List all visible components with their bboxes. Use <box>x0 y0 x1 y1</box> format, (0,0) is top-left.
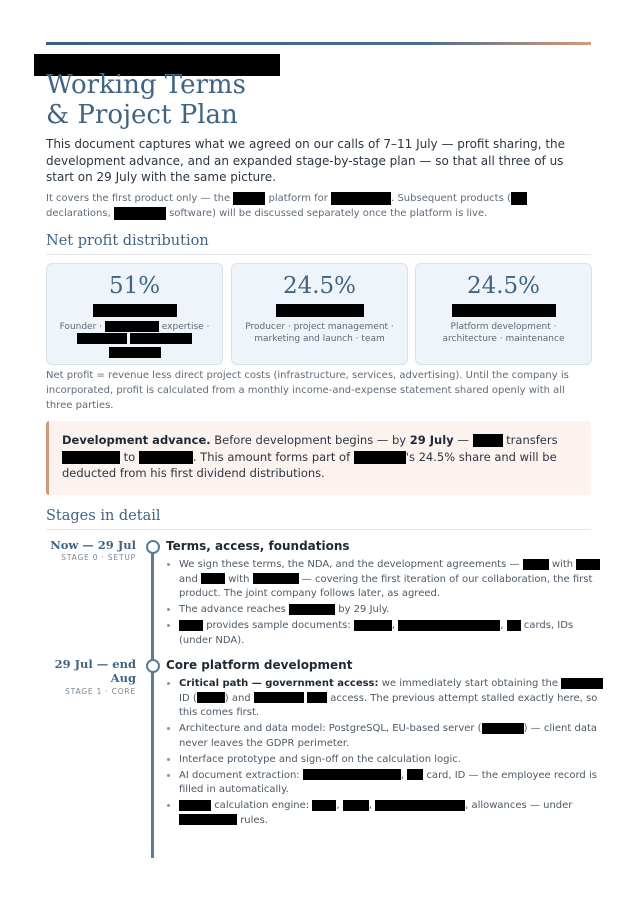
section-heading-distribution: Net profit distribution <box>46 233 209 249</box>
redaction-bar <box>62 451 120 464</box>
stage-1-tag: STAGE 1 · CORE <box>65 687 136 696</box>
stage-1-date-line: 29 Jul — end <box>54 657 136 671</box>
callout-text: Before development begins — by <box>214 433 407 447</box>
redaction-bar <box>507 620 521 631</box>
item-text: rules. <box>240 814 268 826</box>
scope-text: declarations, <box>46 208 111 219</box>
redaction-bar <box>312 800 336 811</box>
redaction-bar <box>511 192 527 205</box>
item-bold-text: Critical path — government access: <box>179 678 379 689</box>
share-description-text: marketing and launch · team <box>254 334 385 344</box>
item-text: provides sample documents: <box>206 620 351 631</box>
profit-card-producer <box>231 263 408 365</box>
share-percentage: 51% <box>108 273 161 299</box>
item-text: with <box>551 559 574 570</box>
item-text: , <box>368 800 372 811</box>
scope-text: software) will be discussed separately once the platform is live. <box>169 208 488 219</box>
share-percentage: 24.5% <box>466 273 541 299</box>
callout-text: 's 24.5% share and will be deducted from his first dividend distributions. <box>62 449 557 480</box>
scope-paragraph <box>46 191 594 221</box>
profit-card-founder <box>46 263 223 365</box>
list-item: • Interface prototype and sign-off on the calculation logic. <box>179 753 604 768</box>
share-description-text: architecture · maintenance <box>442 334 565 344</box>
redaction-bar <box>303 769 401 780</box>
redaction-bar <box>197 692 225 703</box>
redaction-bar <box>276 304 364 317</box>
timeline-line <box>151 546 154 858</box>
item-text: , <box>500 620 504 631</box>
profit-card-developer <box>415 263 592 365</box>
item-text: we immediately start obtaining the <box>381 678 558 689</box>
redaction-bar <box>109 347 161 358</box>
redaction-bar <box>233 192 265 205</box>
redaction-bar <box>307 692 327 703</box>
document-title <box>46 70 246 130</box>
stage-0-list <box>166 558 604 650</box>
item-text: , <box>400 769 405 781</box>
redaction-bar <box>179 620 203 631</box>
redaction-bar <box>77 333 127 344</box>
redaction-bar <box>523 559 549 570</box>
redaction-bar <box>201 573 225 584</box>
item-text: ID ( <box>179 692 197 704</box>
share-description <box>424 321 583 345</box>
callout-text: — <box>457 433 469 447</box>
share-description-text: Producer · project management · <box>245 322 394 332</box>
item-text: , <box>391 620 396 631</box>
redaction-bar <box>114 207 166 220</box>
section-divider <box>46 254 591 255</box>
redaction-bar <box>354 620 392 631</box>
redaction-bar <box>253 573 299 584</box>
scope-text: . Subsequent products ( <box>391 193 511 204</box>
stage-0-title: Terms, access, foundations <box>166 539 350 553</box>
item-text: AI document extraction: <box>179 769 300 781</box>
section-heading-stages: Stages in detail <box>46 508 161 524</box>
scope-text: platform for <box>268 193 328 204</box>
redaction-bar <box>343 800 369 811</box>
redaction-bar <box>398 620 500 631</box>
stage-0-tag: STAGE 0 · SETUP <box>61 553 136 562</box>
redaction-bar <box>93 304 177 317</box>
redaction-bar <box>452 304 556 317</box>
redaction-bar <box>331 192 391 205</box>
item-text: Architecture and data model: PostgreSQL, EU-based server ( <box>179 723 482 734</box>
share-description-text: expertise · <box>161 322 210 332</box>
list-item <box>179 677 604 721</box>
share-description-text: Platform development · <box>450 322 557 332</box>
redaction-bar <box>179 814 237 825</box>
item-text: ) — client data never leaves the GDPR perimeter. <box>179 723 598 749</box>
redaction-bar <box>254 692 304 703</box>
share-description <box>55 321 214 358</box>
section-divider <box>46 529 591 530</box>
list-item <box>179 603 604 618</box>
share-description <box>240 321 399 345</box>
redaction-bar <box>407 769 423 780</box>
lead-paragraph: This document captures what we agreed on our calls of 7–11 July — profit sharing, the development advance, and an expanded stage-by-stage plan — so that all three of us start on 29 July with the same picture. <box>46 137 566 184</box>
title-line-2: & Project Plan <box>46 100 238 130</box>
advance-callout <box>46 421 591 495</box>
item-text: The advance reaches <box>179 604 286 615</box>
scope-text: It covers the first product only — the <box>46 193 231 204</box>
item-text: with <box>228 573 250 585</box>
stage-1-title: Core platform development <box>166 658 353 672</box>
redaction-bar <box>179 800 211 811</box>
list-item <box>179 619 604 648</box>
callout-text: to <box>123 449 136 464</box>
list-item <box>179 799 604 828</box>
stage-1-date-line: Aug <box>110 671 136 685</box>
item-text: card, ID — the employee record is filled in automatically. <box>179 769 597 795</box>
redaction-bar <box>139 451 193 464</box>
list-item <box>179 558 604 602</box>
timeline-node <box>146 659 160 673</box>
redaction-bar <box>576 559 600 570</box>
callout-label: Development advance. <box>62 433 211 447</box>
title-line-1: Working Terms <box>46 70 246 100</box>
timeline-node <box>146 540 160 554</box>
share-percentage: 24.5% <box>282 273 357 299</box>
redaction-bar <box>105 321 159 332</box>
callout-date: 29 July <box>409 433 454 447</box>
list-item <box>179 769 604 798</box>
item-text: , allowances — under <box>465 800 573 811</box>
item-text: , <box>336 800 340 811</box>
item-text: We sign these terms, the NDA, and the development agreements — <box>179 559 520 570</box>
item-text: access. The previous attempt stalled exactly here, so this comes first. <box>179 692 598 718</box>
redaction-bar <box>482 723 524 734</box>
item-text: calculation engine: <box>214 800 310 811</box>
list-item <box>179 722 604 751</box>
top-accent-rule <box>46 42 591 45</box>
redaction-bar <box>375 800 465 811</box>
stage-1-list <box>166 677 604 830</box>
item-text: and <box>179 573 198 585</box>
redaction-bar <box>354 451 406 464</box>
redaction-bar <box>561 678 603 689</box>
stage-0-date: Now — 29 Jul <box>50 538 136 552</box>
item-text: ) and <box>224 692 251 704</box>
item-text: by 29 July. <box>338 604 390 615</box>
redaction-bar <box>289 604 335 615</box>
share-description-text: Founder · <box>59 322 103 332</box>
stage-1-date <box>36 657 136 685</box>
callout-text: transfers <box>506 433 558 447</box>
redaction-bar <box>473 434 503 447</box>
item-text: cards, IDs (under NDA). <box>179 620 574 646</box>
item-text: — covering the first iteration of our collaboration, the first product. The joint company follows later, as agreed. <box>179 573 593 599</box>
net-profit-note: Net profit = revenue less direct project costs (infrastructure, services, advertising). Until the company is incorporated, profit is calculated from a monthly income-and-expense statement shared openly with all three parties. <box>46 370 569 411</box>
redaction-bar <box>130 333 192 344</box>
callout-text: . This amount forms part of <box>192 449 351 464</box>
